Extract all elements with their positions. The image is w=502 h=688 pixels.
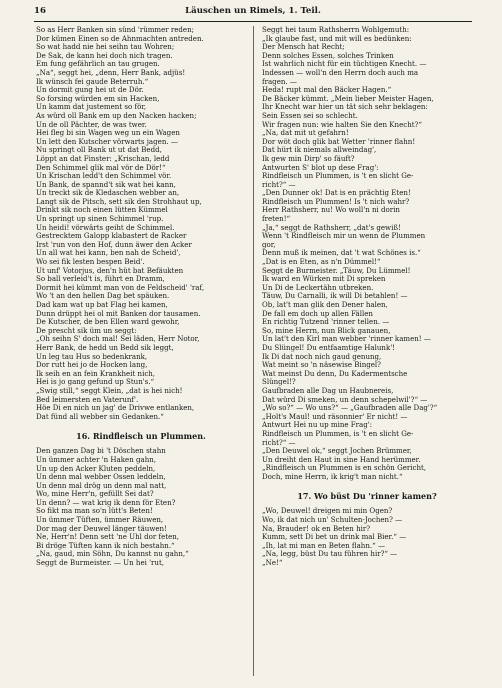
text-line: Dor wöt doch glik bat Wetter 'rinner flahn! xyxy=(262,137,416,146)
text-line: Hei fleg bi sin Wagen weg un ein Wagen xyxy=(36,129,180,138)
poem-16-text xyxy=(36,447,246,567)
text-line: Wo, mine Herr'n, gefüllt Sei dat? xyxy=(36,490,154,499)
text-line: Un all wat hei kann, ben nah de Scheid', xyxy=(36,249,181,258)
text-line: Wat meint so 'n näsewise Bingel? xyxy=(262,361,381,370)
text-line: Un denn mal webber Ossen leddeln, xyxy=(36,473,166,482)
text-line: Em fung gefährlich an tau grugen. xyxy=(36,60,160,69)
text-line: Herr Rathsherr, nu! Wo woll'n ni dorin xyxy=(262,206,400,215)
text-line: Un dormit gung hei ut de Dör. xyxy=(36,86,144,95)
text-line: Du Slüngel! Du entfaamtige Halunk'! xyxy=(262,343,395,352)
text-line: Un denn mal drög un denn mal natt, xyxy=(36,481,167,490)
text-line: Wo 't an den hellen Dag bet späuken. xyxy=(36,292,170,301)
text-line: „Swig still,“ seggt Klein, „dat is hei nich! xyxy=(36,386,183,395)
text-line: Un dreiht den Haut in sine Hand herümmer. xyxy=(262,455,421,464)
page-number: 16 xyxy=(34,6,46,16)
text-line: Un up den Acker Kluten peddeln, xyxy=(36,464,156,473)
left-column xyxy=(36,26,246,568)
text-line: Un kamm dat justement so för, xyxy=(36,103,147,112)
running-title: Läuschen un Rimels, 1. Teil. xyxy=(185,6,321,16)
text-line: „Ne!“ xyxy=(262,559,283,568)
text-line: Wo sei fik lesten bespen Beid'. xyxy=(36,258,145,267)
text-line: Un Bank, de spannd't sik wat hei kann, xyxy=(36,180,176,189)
text-line: Seggt de Burmeister. „Täuw, Du Lümmel! xyxy=(262,266,411,275)
text-line: Täuw, Du Carnalli, ik will Di betahlen! — xyxy=(262,292,408,301)
text-line: Dor mag der Deuwel länger täuwen! xyxy=(36,524,167,533)
text-line: Herr Bank, de hedd un Bedd sik leggt, xyxy=(36,343,174,352)
text-line: fragen. — xyxy=(262,77,297,86)
text-line: Den ganzen Dag bi 't Döschen stahn xyxy=(36,447,166,456)
text-line: Un denn? — wat krig ik denn för Eten? xyxy=(36,498,176,507)
text-line: Seggt hei taum Rathsherrn Wohlgemuth: xyxy=(262,26,410,34)
text-line: Dor rutt hei jo de Hocken lang, xyxy=(36,361,148,370)
text-line: „Oh seihn S' doch mal! Sei läden, Herr Notor, xyxy=(36,335,200,344)
text-line: Hei is jo gang gefund up Stun's.“ xyxy=(36,378,155,387)
text-line: „Ik glaube fast, und mit will es bedünken: xyxy=(262,34,412,43)
text-line: So ball verleid't is, führt en Dramm, xyxy=(36,275,165,284)
text-line: Dor kümen Einen so de Ahnmachten antreden. xyxy=(36,34,204,43)
text-line: Indessen — woll'n den Herrn doch auch ma xyxy=(262,68,419,77)
text-line: Ut unf' Votorjus, den'n hüt bat Befäukten xyxy=(36,266,184,275)
column-divider xyxy=(253,26,254,676)
text-line: De Kutscher, de ben Ellen ward gewohr, xyxy=(36,318,180,327)
text-line: Ist wahrlich nicht für ein tüchtigen Knecht. — xyxy=(262,60,427,69)
text-line: Un lat't den Kirl man webber 'rinner kamen! — xyxy=(262,335,431,344)
text-line: So as Herr Banken sin sünd 'rümmer reden; xyxy=(36,26,195,34)
text-line: Ik seih en an fein Krankheit nich, xyxy=(36,369,156,378)
poem-15-ending xyxy=(36,26,246,421)
text-line: richt?“ — xyxy=(262,180,296,189)
text-line: Un springt up sinen Schimmel 'rup. xyxy=(36,215,164,224)
text-line: Gestrecktem Galopp klabastert de Racker xyxy=(36,232,187,241)
header-rule xyxy=(34,21,472,22)
text-line: „Dat is en Eten, as n'n Dümmel!“ xyxy=(262,258,381,267)
text-line: „Ja,“ seggt de Rathsherr, „dat's gewiß! xyxy=(262,223,401,232)
text-line: Denn solches Essen, solches Trinken xyxy=(262,51,394,60)
text-line: „Na, dat mit ut gefahrn! xyxy=(262,129,349,138)
text-line: Löppt an dat Finster: „Krischan, ledd xyxy=(36,154,170,163)
text-line: „Na“, seggt hei, „denn, Herr Bank, adjüs! xyxy=(36,68,186,77)
section-title-17: 17. Wo büst Du 'rinner kamen? xyxy=(297,491,437,502)
text-line: Irst 'run von den Hof, dunn äwer den Acker xyxy=(36,240,192,249)
text-line: Dat würd Di smeken, un denn schepelwil'?“ — xyxy=(262,395,428,404)
text-line: Dad kam wat up bat Flag hei kamen, xyxy=(36,301,168,309)
text-line: Drinkt sik noch einen lütten Kümmel xyxy=(36,206,168,215)
text-line: Antwurt Hei nu up mine Frag': xyxy=(262,421,373,430)
text-line: „Holt's Maul! und räsonnier' Er nicht! — xyxy=(262,412,408,421)
text-line: Bed leimersten en Vaterunf'. xyxy=(36,395,139,404)
text-line: Wenn 't Rindfleisch mir un wenn de Plummen xyxy=(262,232,426,241)
text-line: Bi dröge Tüften kann ik nich bestahn.“ xyxy=(36,541,175,550)
text-line: gor, xyxy=(262,240,276,249)
poem-16-continued xyxy=(262,26,472,481)
text-line: Der Mensch hat Recht; xyxy=(262,43,345,52)
text-line: De Bäcker kümmt. „Mein lieber Meister Hagen, xyxy=(262,94,434,103)
text-line: „Wo so?“ — Wo uns?“ — „Gaufbraden alle Dag'?“ xyxy=(262,404,438,413)
text-line: Ik gew min Dirp' so fäuft? xyxy=(262,154,355,163)
text-line: Denn muß ik meinen, dat 't wat Schönes is.“ xyxy=(262,249,421,258)
text-line: Un ümmer Tüften, ümmer Räuwen, xyxy=(36,516,164,525)
text-line: Langt sik de Pitsch, sett sik den Strohhaut up, xyxy=(36,197,202,206)
text-line: Ob, lat't man glik den Dener halen, xyxy=(262,301,388,309)
text-line: Un ümmer achter 'n Haken gahn, xyxy=(36,455,157,464)
page-header xyxy=(34,6,472,20)
text-line: Rindfleisch un Plummen! Is 't nich wahr? xyxy=(262,197,410,206)
text-line: Rindfleisch un Plummen, is 't en slicht Ge- xyxy=(262,172,414,181)
text-line: „Rindfleisch un Plummen is en schön Gericht, xyxy=(262,464,427,473)
text-line: „Den Dunner ok! Dat is en prächtig Eten! xyxy=(262,189,411,198)
right-column xyxy=(262,26,472,568)
text-line: So forsing würden em sin Hacken, xyxy=(36,94,160,103)
text-line: „Wo, Deuwel! dreigen mi min Ogen? xyxy=(262,507,393,516)
text-line: Un heidi! vörwärts geiht de Schimmel. xyxy=(36,223,175,232)
text-line: Ik ward en Würken mit Di spreken xyxy=(262,275,386,284)
text-line: Na, Brauder! ok en Beten hir? xyxy=(262,524,371,533)
text-line: De fall em doch up allen Fällen xyxy=(262,309,373,318)
text-line: Wo, ik dat nich un' Schulten-Jochen? — xyxy=(262,516,403,525)
text-line: Un Di de Leckertähn utbreken. xyxy=(262,283,374,292)
section-title-16: 16. Rindfleisch un Plummen. xyxy=(76,431,206,442)
text-line: Ihr Knecht war hier un tät sich sehr beklagen: xyxy=(262,103,428,112)
text-line: Wat meinst Du denn, Du Kadermentsche xyxy=(262,369,408,378)
text-line: De prescht sik üm un seggt: xyxy=(36,326,137,335)
text-line: So, mine Herrn, nun Blick ganauen, xyxy=(262,326,391,335)
text-line: „Na, legg, büst Du tau führen hir?“ — xyxy=(262,550,398,559)
text-line: Ik Di dat noch nich gaud genung, xyxy=(262,352,382,361)
text-line: En richtig Tutzend 'rinner tellen. — xyxy=(262,318,390,327)
text-line: „Ih, lat mi man en Beten flahn.“ — xyxy=(262,541,386,550)
text-line: Un Krischan ledd't den Schimmel vör. xyxy=(36,172,172,181)
text-line: Heda! rupt mal den Bäcker Hagen.“ xyxy=(262,86,392,95)
text-line: So wat hadd nie hei seihn tau Wohren; xyxy=(36,43,175,52)
text-line: Dat hürt ik niemals allweindag', xyxy=(262,146,377,155)
text-line: Wir fragen nun: wie halten Sie den Knecht?“ xyxy=(262,120,422,129)
text-line: Dat fünd all webber sin Gedanken.“ xyxy=(36,412,164,421)
text-line: As würd oll Bank em up den Nacken hacken; xyxy=(36,111,197,120)
text-line: Rindfleisch un Plummen, is 't en slicht Ge- xyxy=(262,429,414,438)
text-line: Ik wünsch fei gaude Beterruh.“ xyxy=(36,77,149,86)
text-line: „Na, gaud, min Söhn, Du kannst nu gahn,“ xyxy=(36,550,189,559)
text-line: Dormit hei kümmt man von de Feldscheid' 'raf, xyxy=(36,283,205,292)
text-line: Seggt de Burmeister. — Un hei 'rut, xyxy=(36,559,165,568)
text-line: richt?“ — xyxy=(262,438,296,447)
text-line: Antwurten S' blot up dese Frag': xyxy=(262,163,379,172)
text-line: freten!“ xyxy=(262,215,291,224)
text-line: Nu springt oll Bank ut ut dat Bedd, xyxy=(36,146,162,155)
text-line: Slüngel!? xyxy=(262,378,296,387)
text-line: Den Schimmel glik mal vör de Dör!“ xyxy=(36,163,166,172)
text-line: Dunn drüppt hei ol mit Banken dor tausamen. xyxy=(36,309,201,318)
text-line: Un lett den Kutscher vörwarts jagen. — xyxy=(36,137,178,146)
text-line: Gaufbraden alle Dag un Haubnereis, xyxy=(262,386,394,395)
text-line: De Sak, de kann hei doch nich tragen. xyxy=(36,51,173,60)
text-line: Doch, mine Herrn, ik krig't man nicht.“ xyxy=(262,472,403,481)
text-line: Ne, Herr'n! Denn sett 'ne Uhl dor feten, xyxy=(36,533,180,542)
text-line: „Den Deuwel ok,“ seggt Jochen Brümmer, xyxy=(262,447,412,456)
text-line: So fikt ma man so'n lütt's Beten! xyxy=(36,507,153,516)
text-line: Un de oll Pächter, de was twer. xyxy=(36,120,147,129)
text-line: Kumm, sett Di bet un drink mal Bier.“ — xyxy=(262,533,407,542)
poem-17-text xyxy=(262,507,472,567)
text-line: Höe Di en nich un jag' de Drivwe entlanken, xyxy=(36,404,195,413)
text-line: Un treckt sik de Kledaschen webber an, xyxy=(36,189,180,198)
text-line: Sein Essen sei so schlecht. xyxy=(262,111,358,120)
text-line: Un leg tau Hus so bedenkrank, xyxy=(36,352,148,361)
